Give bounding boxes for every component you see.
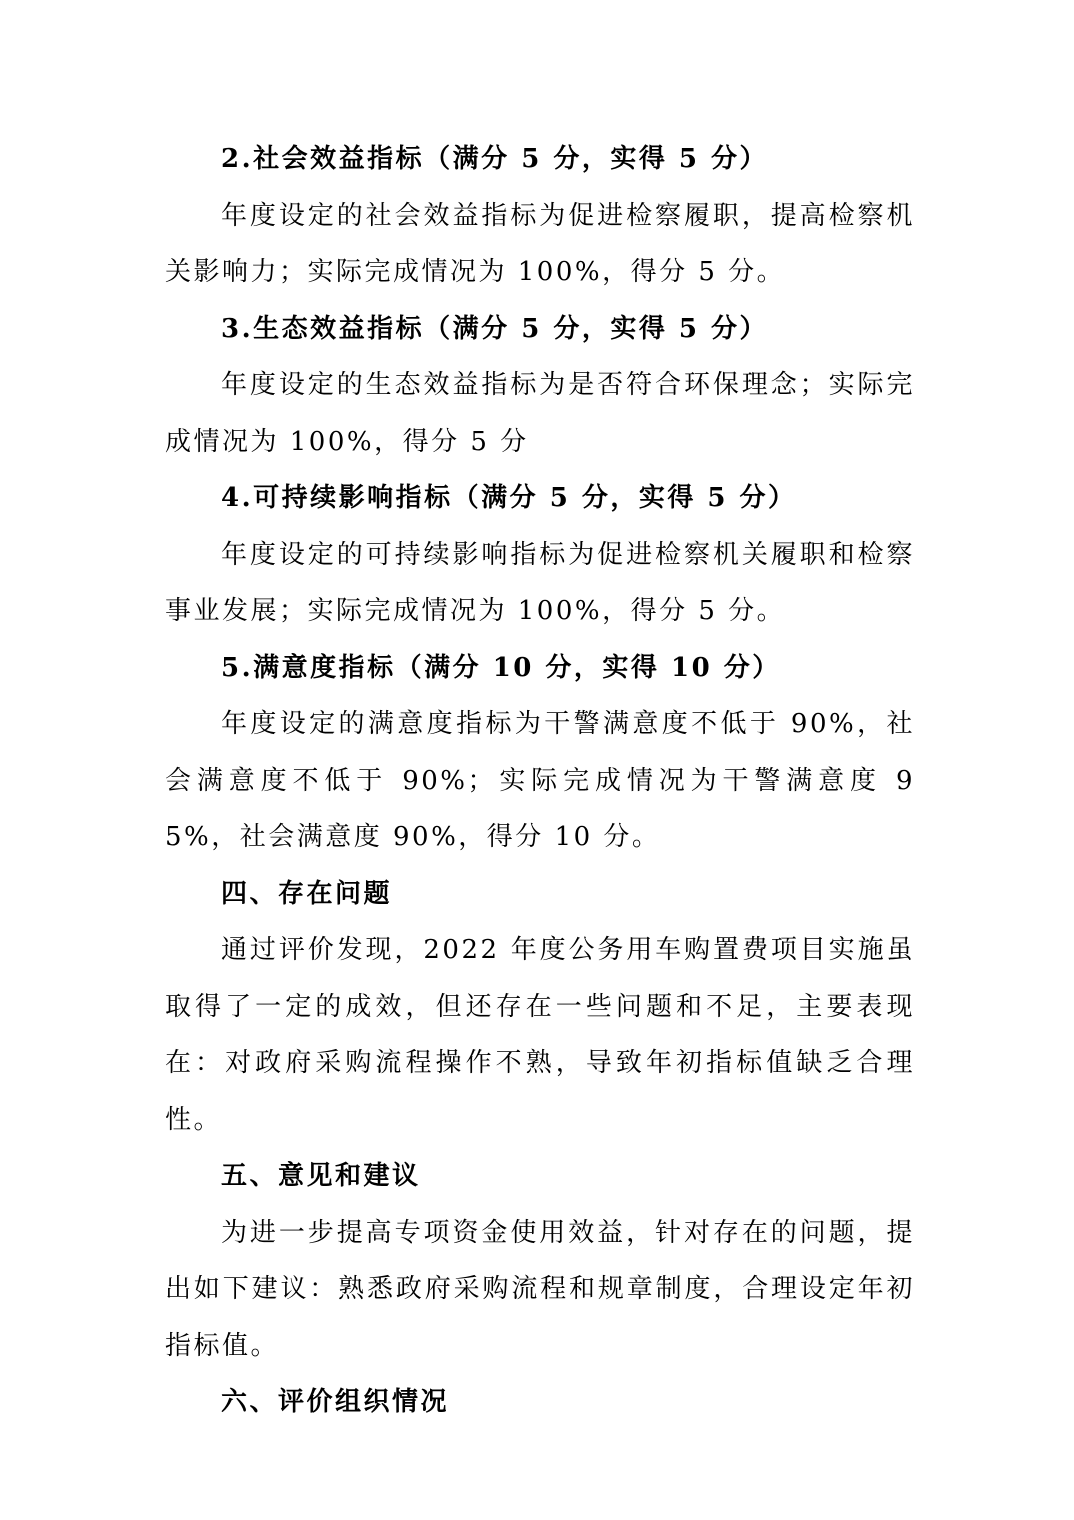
heading-evaluation-organization: 六、评价组织情况 — [221, 1387, 450, 1417]
document-body — [165, 131, 915, 1431]
subheading-satisfaction: 5.满意度指标（满分 10 分，实得 10 分） — [221, 652, 781, 683]
paragraph-satisfaction: 年度设定的满意度指标为干警满意度不低于 90%，社会满意度不低于 90%；实际完成情况为干警满意度 95%，社会满意度 90%，得分 10 分。 — [165, 709, 915, 852]
paragraph-sustainable-impact: 年度设定的可持续影响指标为促进检察机关履职和检察事业发展；实际完成情况为 100%，得分 5 分。 — [165, 539, 915, 626]
subheading-social-benefit: 2.社会效益指标（满分 5 分，实得 5 分） — [221, 144, 769, 174]
subheading-ecological-benefit: 3.生态效益指标（满分 5 分，实得 5 分） — [221, 313, 769, 344]
heading-opinions-suggestions: 五、意见和建议 — [221, 1161, 421, 1191]
paragraph-ecological-benefit: 年度设定的生态效益指标为是否符合环保理念；实际完成情况为 100%，得分 5 分 — [165, 370, 915, 457]
paragraph-social-benefit: 年度设定的社会效益指标为促进检察履职，提高检察机关影响力；实际完成情况为 100%，得分 5 分。 — [165, 200, 915, 287]
subheading-sustainable-impact: 4.可持续影响指标（满分 5 分，实得 5 分） — [221, 483, 797, 513]
paragraph-existing-problems: 通过评价发现，2022 年度公务用车购置费项目实施虽取得了一定的成效，但还存在一些问题和不足，主要表现在：对政府采购流程操作不熟，导致年初指标值缺乏合理性。 — [165, 935, 915, 1135]
heading-existing-problems: 四、存在问题 — [221, 878, 393, 909]
paragraph-opinions-suggestions: 为进一步提高专项资金使用效益，针对存在的问题，提出如下建议：熟悉政府采购流程和规章制度，合理设定年初指标值。 — [165, 1217, 915, 1361]
